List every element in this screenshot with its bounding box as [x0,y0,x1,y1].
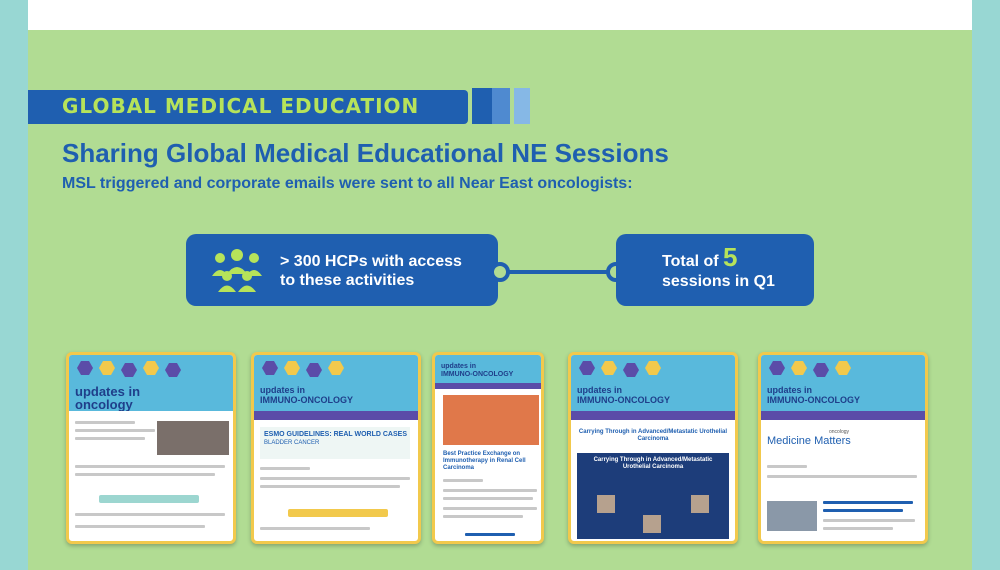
card-purple-bar [254,411,418,420]
card-header [435,355,541,383]
card-title-line1: updates in [767,385,813,395]
text-line [260,477,410,480]
text-line [823,501,913,504]
group-people-icon [210,246,264,294]
card-purple-bar [571,411,735,420]
text-line [443,507,537,510]
connector-dot-left [490,262,510,282]
text-line [260,467,310,470]
text-line [443,497,533,500]
speaker-photo [691,495,709,513]
card-title-line1: updates in [75,384,141,399]
sessions-prefix: Total of [662,253,719,270]
card-title-line2: IMMUNO-ONCOLOGY [577,395,670,405]
hcp-stat-pill [186,234,498,306]
card-purple-bar [761,411,925,420]
speaker-photo [643,515,661,533]
card-banner-subtitle: BLADDER CANCER [264,440,320,446]
card-link[interactable] [465,533,515,536]
card-panel-title: Carrying Through in Advanced/Metastatic Urothelial Carcinoma [593,457,713,470]
brand-name: Medicine Matters [767,435,851,447]
card-header [69,355,233,411]
sessions-stat-pill [616,234,814,306]
card-title [260,385,353,405]
speaker-photo [597,495,615,513]
card-header [571,355,735,411]
text-line [75,465,225,468]
text-line [75,437,145,440]
text-line [75,421,135,424]
text-line [823,509,903,512]
top-white-strip [28,0,972,30]
card-banner [260,427,410,459]
medicine-matters-logo [767,429,919,453]
stat-connector-line [498,270,616,274]
brand-tag: oncology [829,429,850,435]
text-line [767,475,917,478]
card-title-line2: IMMUNO-ONCOLOGY [441,371,514,378]
sessions-line1 [662,242,738,272]
text-line [767,465,807,468]
newsletter-card-4[interactable] [568,352,738,544]
card-article-title: Best Practice Exchange on Immunotherapy in Renal Cell Carcinoma [443,451,526,471]
card-title [441,363,513,379]
text-line [443,479,483,482]
card-banner-title: ESMO GUIDELINES: REAL WORLD CASES [264,431,407,438]
card-title-line2: oncology [75,397,133,411]
text-line [443,489,537,492]
text-line [75,513,225,516]
card-purple-bar [435,383,541,389]
card-dark-panel [577,453,729,539]
text-line [75,525,205,528]
hcp-stat-line2: to these activities [280,272,415,289]
sessions-count: 5 [723,242,738,272]
text-line [260,527,370,530]
doctor-photo [767,501,817,531]
banner-square-dark [472,88,492,124]
card-title [75,385,140,411]
page-title: Sharing Global Medical Educational NE Sessions [62,138,669,168]
newsletter-card-2[interactable] [251,352,421,544]
newsletter-card-1[interactable] [66,352,236,544]
newsletter-card-5[interactable] [758,352,928,544]
section-banner [28,90,468,124]
card-title-line1: updates in [441,363,477,370]
kidney-image [443,395,539,445]
card-header [761,355,925,411]
card-title-line2: IMMUNO-ONCOLOGY [767,395,860,405]
text-line [823,519,915,522]
card-register-button[interactable] [288,509,388,517]
text-line [75,473,215,476]
speaker-photo [157,421,229,455]
card-title [767,385,860,405]
hcp-stat-line1: > 300 HCPs with access [280,253,462,270]
text-line [75,429,155,432]
newsletter-card-3[interactable] [432,352,544,544]
card-cta-button[interactable] [99,495,199,503]
text-line [260,485,400,488]
page-subtitle: MSL triggered and corporate emails were sent to all Near East oncologists: [62,175,633,192]
card-title-line1: updates in [260,385,306,395]
card-title-line2: IMMUNO-ONCOLOGY [260,395,353,405]
banner-square-light [514,88,530,124]
text-line [823,527,893,530]
card-header [254,355,418,411]
card-title-line1: updates in [577,385,623,395]
sessions-suffix: sessions in Q1 [662,273,775,290]
card-article-title: Carrying Through in Advanced/Metastatic Urothelial Carcinoma [578,429,728,442]
card-title [577,385,670,405]
text-line [443,515,523,518]
banner-square-mid [492,88,510,124]
section-banner-label: GLOBAL MEDICAL EDUCATION [62,94,420,118]
